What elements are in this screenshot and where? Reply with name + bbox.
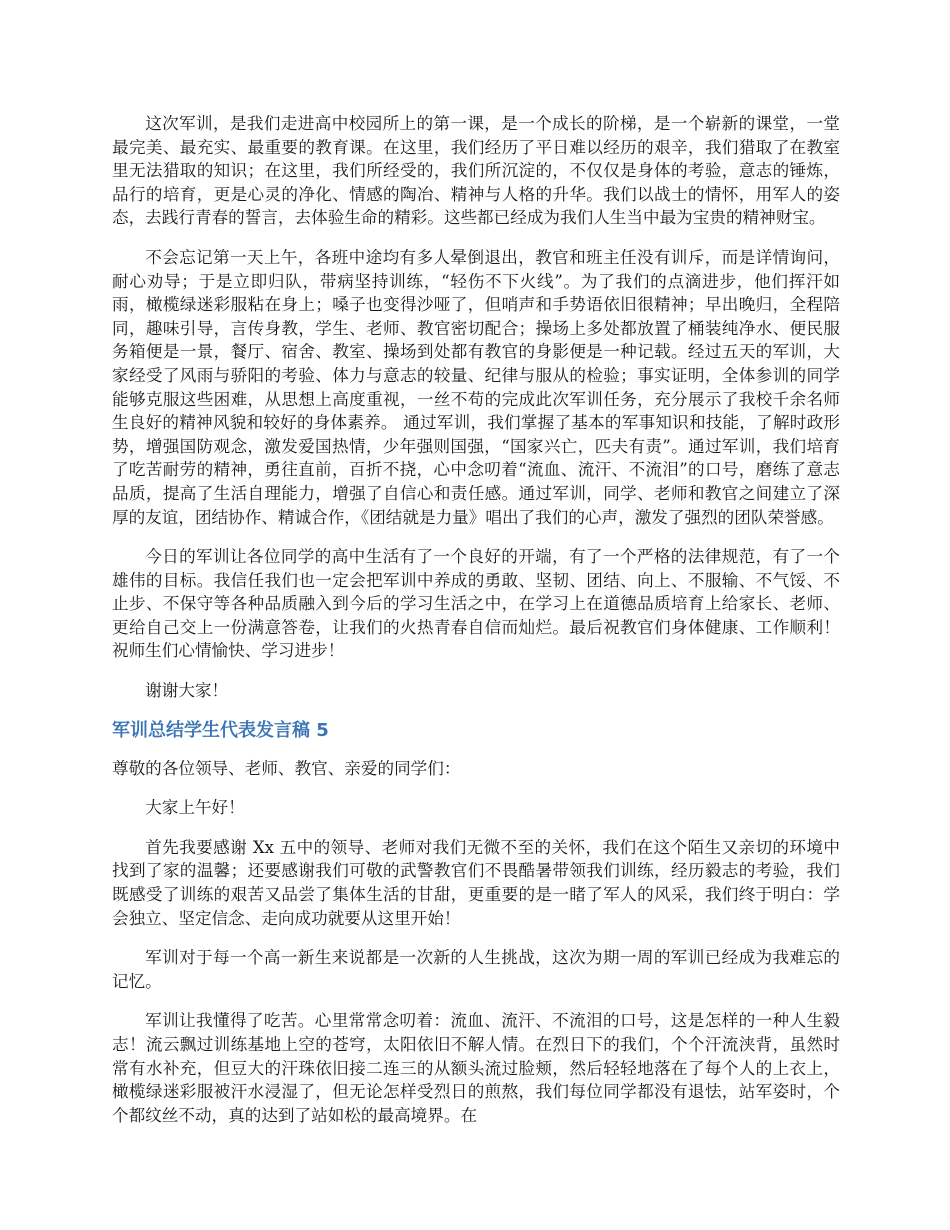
closing-thanks: 谢谢大家！ xyxy=(145,681,229,701)
body-paragraph: 军训对于每一个高一新生来说都是一次新的人生挑战，这次为期一周的军训已经成为我难忘的记忆。 xyxy=(112,948,840,991)
greeting: 大家上午好！ xyxy=(145,798,245,818)
document-page xyxy=(112,112,840,1143)
section-heading: 军训总结学生代表发言稿 5 xyxy=(112,719,329,741)
salutation: 尊敬的各位领导、老师、教官、亲爱的同学们： xyxy=(112,758,461,778)
body-paragraph: 军训让我懂得了吃苦。心里常常念叨着：流血、流汗、不流泪的口号，这是怎样的一种人生毅志！流云飘过训练基地上空的苍穹，太阳依旧不解人情。在烈日下的我们，个个汗流浃背，虽然时常有水补充，但豆大的汗珠依旧接二连三的从额头流过脸颊，然后轻轻地落在了每个人的上衣上，橄榄绿迷彩服被汗水浸湿了，但无论怎样受烈日的煎熬，我们每位同学都没有退怯，站军姿时，个个都纹丝不动，真的达到了站如松的最高境界。在 xyxy=(112,1011,840,1125)
body-paragraph: 首先我要感谢 Xx 五中的领导、老师对我们无微不至的关怀，我们在这个陌生又亲切的环境中找到了家的温馨；还要感谢我们可敬的武警教官们不畏酷暑带领我们训练，经历毅志的考验，我们既感受了训练的艰苦又品尝了集体生活的甘甜，更重要的是一睹了军人的风采，我们终于明白：学会独立、坚定信念、走向成功就要从这里开始！ xyxy=(112,837,840,928)
body-paragraph: 这次军训，是我们走进高中校园所上的第一课，是一个成长的阶梯，是一个崭新的课堂，一堂最完美、最充实、最重要的教育课。在这里，我们经历了平日难以经历的艰辛，我们猎取了在教室里无法猎取的知识；在这里，我们所经受的，我们所沉淀的，不仅仅是身体的考验，意志的锤炼，品行的培育，更是心灵的净化、情感的陶冶、精神与人格的升华。我们以战士的情怀，用军人的姿态，去践行青春的誓言，去体验生命的精彩。这些都已经成为我们人生当中最为宝贵的精神财宝。 xyxy=(112,114,840,228)
body-paragraph: 不会忘记第一天上午，各班中途均有多人晕倒退出，教官和班主任没有训斥，而是详情询问，耐心劝导；于是立即归队，带病坚持训练，“轻伤不下火线”。为了我们的点滴进步，他们挥汗如雨，橄榄绿迷彩服粘在身上；嗓子也变得沙哑了，但哨声和手势语依旧很精神；早出晚归，全程陪同，趣味引导，言传身教，学生、老师、教官密切配合；操场上多处都放置了桶装纯净水、便民服务箱便是一景，餐厅、宿舍、教室、操场到处都有教官的身影便是一种记载。经过五天的军训，大家经受了风雨与骄阳的考验、体力与意志的较量、纪律与服从的检验；事实证明，全体参训的同学能够克服这些困难，从思想上高度重视，一丝不苟的完成此次军训任务，充分展示了我校千余名师生良好的精神风貌和较好的身体素养。 通过军训，我们掌握了基本的军事知识和技能，了解时政形势，增强国防观念，激发爱国热情，少年强则国强，“国家兴亡，匹夫有责”。通过军训，我们培育了吃苦耐劳的精神，勇往直前，百折不挠，心中念叨着“流血、流汗、不流泪”的口号，磨练了意志品质，提高了生活自理能力，增强了自信心和责任感。通过军训，同学、老师和教官之间建立了深厚的友谊，团结协作、精诚合作，《团结就是力量》唱出了我们的心声，激发了强烈的团队荣誉感。 xyxy=(112,247,840,527)
body-paragraph: 今日的军训让各位同学的高中生活有了一个良好的开端，有了一个严格的法律规范，有了一个雄伟的目标。我信任我们也一定会把军训中养成的勇敢、坚韧、团结、向上、不服输、不气馁、不止步、不保守等各种品质融入到今后的学习生活之中，在学习上在道德品质培育上给家长、老师、更给自己交上一份满意答卷，让我们的火热青春自信而灿烂。最后祝教官们身体健康、工作顺利！祝师生们心情愉快、学习进步！ xyxy=(112,547,840,661)
